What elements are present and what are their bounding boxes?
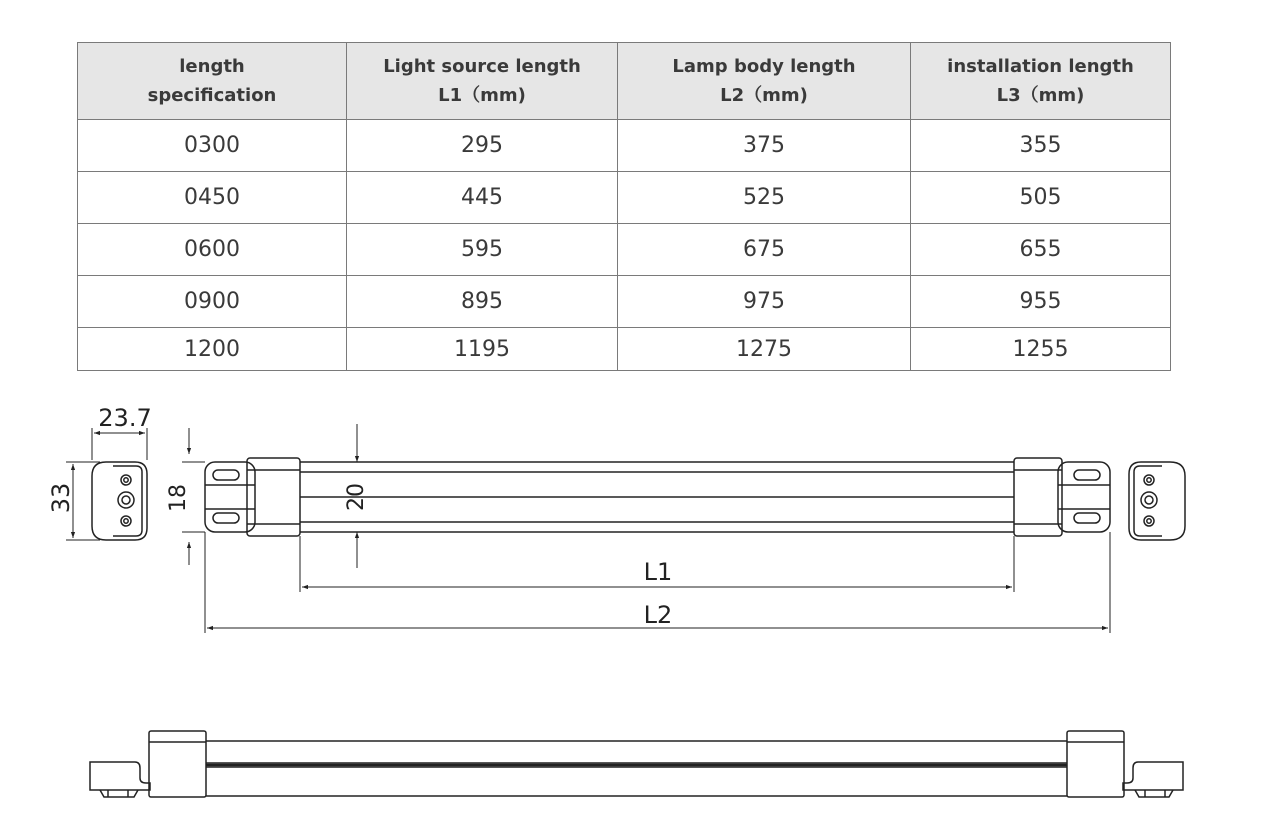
table-cell: 445: [347, 172, 618, 224]
table-cell: 1195: [347, 328, 618, 371]
table-cell: 1275: [618, 328, 911, 371]
l1-label: L1: [643, 558, 673, 586]
end-width-label: 23.7: [98, 404, 152, 432]
header-line: installation length: [947, 56, 1134, 77]
header-line: L2（mm): [720, 85, 808, 106]
table-cell: 0600: [78, 224, 347, 276]
table-cell: 0450: [78, 172, 347, 224]
body-height-label: 18: [166, 484, 191, 512]
left-end-view: [92, 462, 147, 540]
table-cell: 505: [911, 172, 1171, 224]
table-cell: 0300: [78, 120, 347, 172]
table-cell: 895: [347, 276, 618, 328]
lamp-top-view: [205, 458, 1110, 536]
table-cell: 675: [618, 224, 911, 276]
table-cell: 595: [347, 224, 618, 276]
table-cell: 1255: [911, 328, 1171, 371]
header-line: length: [179, 56, 245, 77]
header-line: Light source length: [383, 56, 581, 77]
table-cell: 355: [911, 120, 1171, 172]
table-cell: 975: [618, 276, 911, 328]
table-cell: 1200: [78, 328, 347, 371]
table-cell: 295: [347, 120, 618, 172]
end-height-label: 33: [47, 482, 75, 514]
header-line: L1（mm): [438, 85, 526, 106]
right-end-view: [1129, 462, 1185, 540]
end-width-dimension: [92, 428, 147, 460]
header-line: Lamp body length: [672, 56, 856, 77]
table-cell: 0900: [78, 276, 347, 328]
l2-label: L2: [643, 601, 673, 629]
header-line: specification: [147, 85, 277, 106]
table-cell: 955: [911, 276, 1171, 328]
header-line: L3（mm): [996, 85, 1085, 106]
table-cell: 375: [618, 120, 911, 172]
table-cell: 525: [618, 172, 911, 224]
table-cell: 655: [911, 224, 1171, 276]
diffuser-height-label: 20: [344, 483, 369, 511]
